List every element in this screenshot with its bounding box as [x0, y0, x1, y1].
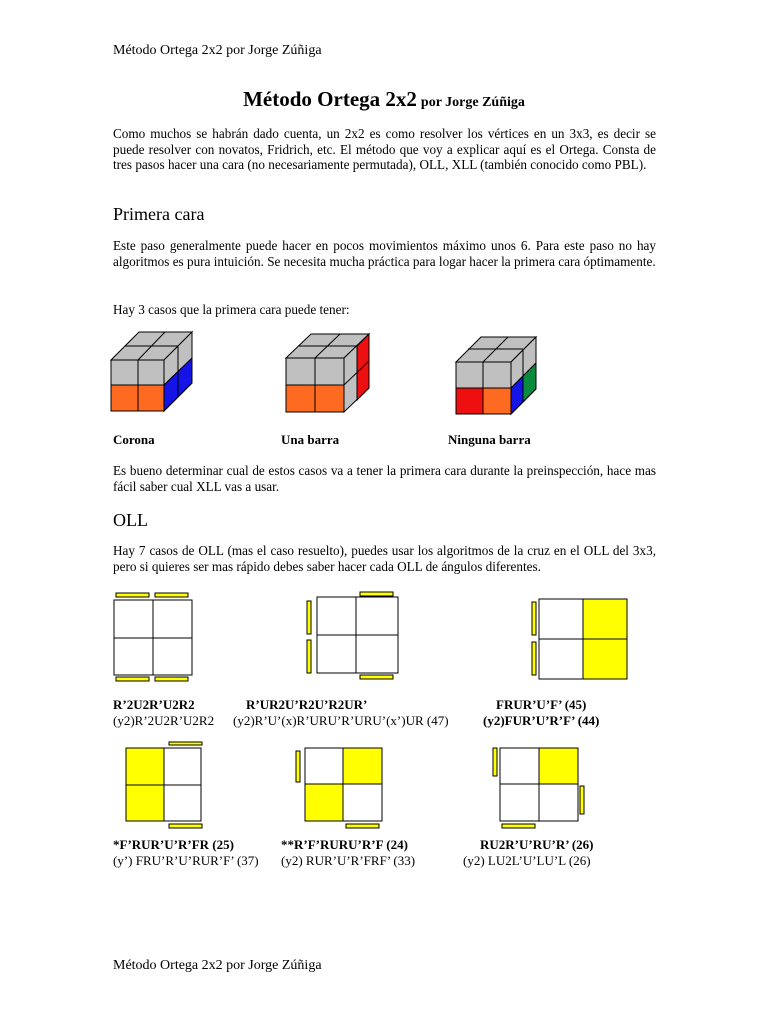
cube-una-barra-figure [285, 333, 375, 413]
alg-alternative: (y2)R’2U2R’U2R2 [113, 713, 215, 728]
title-author: por Jorge Zúñiga [420, 95, 525, 110]
cube-ninguna-barra-figure [455, 336, 545, 416]
page-header: Método Ortega 2x2 por Jorge Zúñiga [113, 43, 322, 58]
oll-diagram-1 [110, 590, 210, 680]
oll-diagram-3 [528, 590, 638, 680]
cases-intro: Hay 3 casos que la primera cara puede tener: [113, 302, 350, 317]
sticker-indicator [116, 593, 149, 597]
section-heading-primera-cara: Primera cara [113, 204, 205, 224]
sticker-indicator [360, 675, 393, 679]
sticker-indicator [360, 592, 393, 596]
sticker-indicator [169, 742, 202, 745]
oll-alg-2 [233, 697, 449, 729]
sticker-indicator [307, 601, 311, 634]
case-label-una-barra: Una barra [281, 432, 340, 447]
page-title [0, 87, 768, 112]
alg-alternative: (y2)R’U’(x)R’URU’R’URU’(x’)UR (47) [233, 713, 449, 728]
oll-diagram-4 [120, 738, 220, 828]
alg-primary: R’2U2R’U2R2 [113, 697, 195, 712]
cube-corona-figure [110, 331, 200, 411]
alg-alternative: (y2) RUR’U’R’FRF’ (33) [281, 853, 416, 868]
sticker-indicator [532, 642, 536, 675]
case-label-corona: Corona [113, 432, 155, 447]
sticker-indicator [493, 748, 497, 776]
oll-diagram-2 [305, 590, 405, 680]
oll-alg-4 [113, 837, 259, 869]
alg-alternative: (y2)FUR’U’R’F’ (44) [483, 713, 600, 728]
alg-primary: FRUR’U’F’ (45) [496, 697, 587, 712]
oll-alg-5 [281, 837, 415, 869]
sticker-indicator [116, 677, 149, 681]
alg-primary: **R’F’RURU’R’F (24) [281, 837, 408, 852]
page-footer: Método Ortega 2x2 por Jorge Zúñiga [113, 958, 322, 973]
alg-alternative: (y2) LU2L’U’LU’L (26) [463, 853, 591, 868]
oll-diagram-6 [490, 740, 600, 830]
case-label-ninguna-barra: Ninguna barra [448, 432, 531, 447]
alg-primary: RU2R’U’RU’R’ (26) [480, 837, 594, 852]
sticker-indicator [532, 602, 536, 635]
primera-cara-paragraph: Este paso generalmente puede hacer en pocos movimientos máximo unos 6. Para este paso no hay algoritmos es pura intuición. Se necesita mucha práctica para logar hacer la primera cara óptimamente. [113, 238, 656, 269]
title-main: Método Ortega 2x2 [243, 87, 417, 111]
sticker-indicator [502, 824, 535, 828]
oll-diagram-5 [293, 740, 393, 830]
alg-alternative: (y’) FRU’R’U’RUR’F’ (37) [113, 853, 259, 868]
oll-alg-1 [113, 697, 214, 729]
oll-alg-3 [483, 697, 599, 729]
alg-primary: *F’RUR’U’R’FR (25) [113, 837, 234, 852]
sticker-indicator [346, 824, 379, 828]
intro-paragraph: Como muchos se habrán dado cuenta, un 2x2 es como resolver los vértices en un 3x3, es decir se puede resolver con novatos, Fridrich, etc. El método que voy a explicar aquí es el Ortega. Consta de tres pasos hacer una cara (no necesariamente permutada), OLL, XLL (también conocido como PBL). [113, 126, 656, 172]
alg-primary: R’UR2U’R2U’R2UR’ [246, 697, 368, 712]
sticker-indicator [580, 786, 584, 814]
sticker-indicator [155, 593, 188, 597]
sticker-indicator [296, 751, 300, 782]
sticker-indicator [155, 677, 188, 681]
oll-paragraph: Hay 7 casos de OLL (mas el caso resuelto), puedes usar los algoritmos de la cruz en el OLL del 3x3, pero si quieres ser mas rápido debes saber hacer cada OLL de ángulos diferentes. [113, 543, 656, 574]
sticker-indicator [307, 640, 311, 673]
sticker-indicator [169, 824, 202, 828]
oll-alg-6 [463, 837, 593, 869]
section-heading-oll: OLL [113, 510, 148, 530]
preinspeccion-paragraph: Es bueno determinar cual de estos casos va a tener la primera cara durante la preinspección, hace mas fácil saber cual XLL vas a usar. [113, 463, 656, 494]
